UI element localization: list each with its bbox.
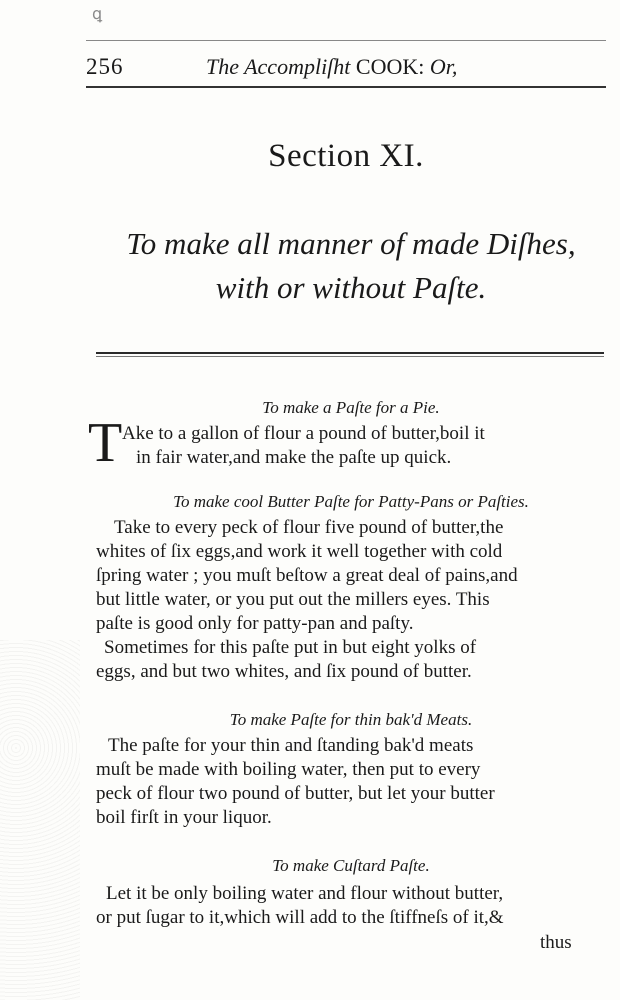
text-line: Let it be only boiling water and flour without butter, [106,883,504,904]
recipe-heading: To make cool Butter Paſte for Patty-Pans or Paſties. [173,492,529,511]
page-speckle [0,640,80,1000]
text-line: ſpring water ; you muſt beſtow a great deal of pains,and [96,565,518,586]
text-line: Ake to a gallon of flour a pound of butter,boil it [122,423,485,444]
text-line: in fair water,and make the paſte up quick. [136,447,452,468]
text-line: but little water, or you put out the millers eyes. This [96,589,490,610]
recipe-body [96,882,606,930]
chapter-title [96,222,606,310]
catchword: thus [540,932,572,953]
chapter-title-line: To make all manner of made Diſhes, [126,226,576,261]
text-line: or put ſugar to it,which will add to the ſtiffneſs of it,& [96,907,504,928]
recipe-body [96,734,606,830]
text-line: Sometimes for this paſte put in but eight yolks of [104,637,477,658]
chapter-title-line: with or without Paſte. [215,270,487,305]
text-line: Take to every peck of flour five pound of butter,the [114,517,504,538]
text-line: whites of ſix eggs,and work it well together with cold [96,541,503,562]
running-title-caps: COOK: [355,54,425,79]
section-title: Section XI. [268,138,424,174]
recipe-heading: To make Paſte for thin bak'd Meats. [229,710,473,729]
text-line: eggs, and but two whites, and ſix pound of butter. [96,661,472,682]
running-title-italic: The Accompliſht [206,54,351,79]
header-bottom-rule [86,86,606,88]
recipe-heading: To make a Paſte for a Pie. [262,398,440,417]
text-line: paſte is good only for patty-pan and paſty. [96,613,414,634]
text-line: boil firſt in your liquor. [96,807,272,828]
recipe-body [96,516,606,684]
text-line: peck of flour two pound of butter, but let your butter [96,783,495,804]
text-line: The paſte for your thin and ſtanding bak'd meats [108,735,474,756]
text-line: muſt be made with boiling water, then put to every [96,759,481,780]
drop-cap: T [88,412,123,474]
page-mark: ꝗ [92,6,103,23]
running-header [86,46,606,86]
running-title [206,54,457,80]
running-title-end: Or, [429,54,458,79]
chapter-rule [96,352,604,354]
header-top-rule [86,40,606,41]
recipe-body [122,422,608,470]
page-number: 256 [86,54,124,79]
chapter-rule-thin [96,356,604,357]
recipe-heading: To make Cuſtard Paſte. [272,856,430,875]
